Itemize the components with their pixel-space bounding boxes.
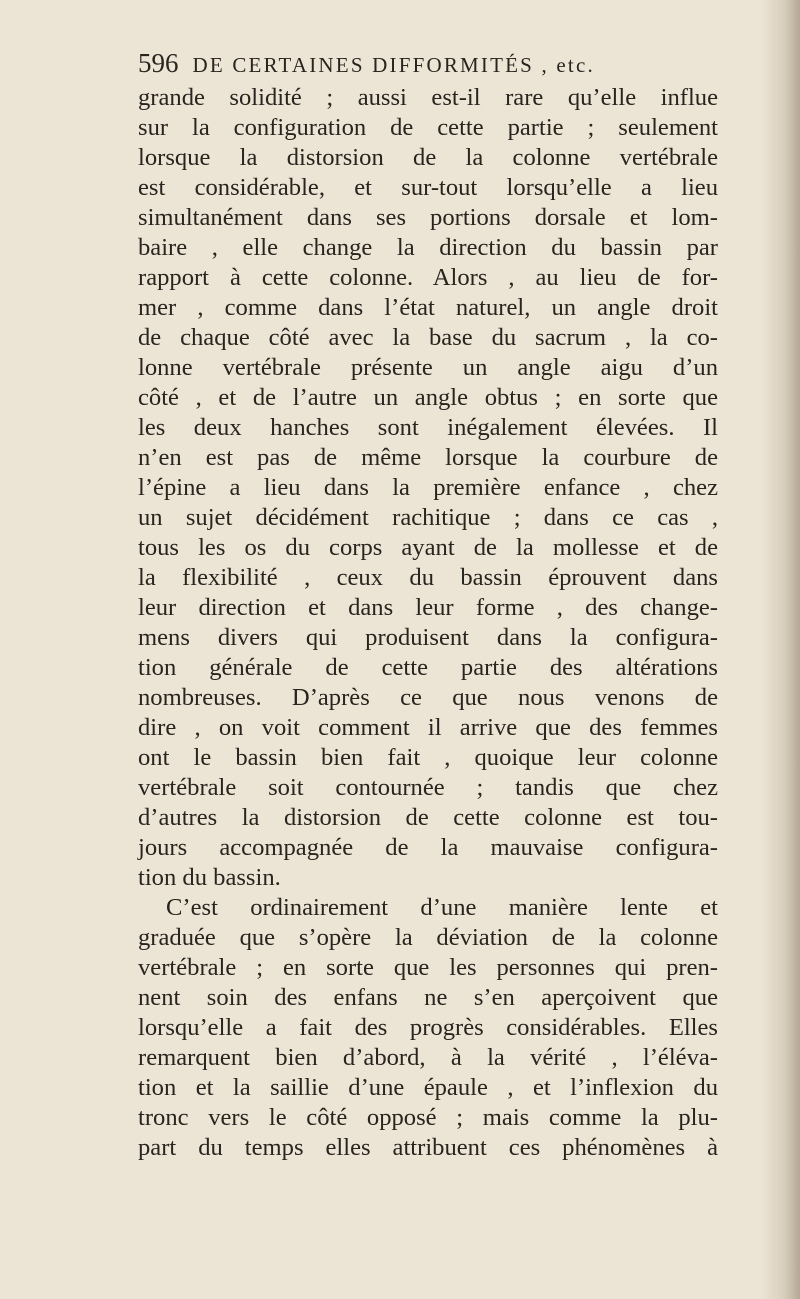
text-line: est considérable, et sur-tout lorsqu’elle a lieu [138, 174, 718, 201]
page-header [138, 48, 698, 88]
text-line: la flexibilité , ceux du bassin éprouvent dans [138, 564, 718, 591]
text-line: l’épine a lieu dans la première enfance , chez [138, 474, 718, 501]
text-line: vertébrale soit contournée ; tandis que chez [138, 774, 718, 801]
body-text [138, 83, 718, 1163]
text-line: côté , et de l’autre un angle obtus ; en sorte que [138, 384, 718, 411]
text-line: grande solidité ; aussi est-il rare qu’elle influe [138, 84, 718, 111]
text-line: tronc vers le côté opposé ; mais comme la plu- [138, 1104, 718, 1131]
text-line: dire , on voit comment il arrive que des femmes [138, 714, 718, 741]
text-line: les deux hanches sont inégalement élevées. Il [138, 414, 718, 441]
text-line: n’en est pas de même lorsque la courbure de [138, 444, 718, 471]
text-line: jours accompagnée de la mauvaise configura- [138, 834, 718, 861]
text-line: sur la configuration de cette partie ; seulement [138, 114, 718, 141]
text-line: remarquent bien d’abord, à la vérité , l’éléva- [138, 1044, 718, 1071]
text-line: lonne vertébrale présente un angle aigu d’un [138, 354, 718, 381]
text-line: lorsque la distorsion de la colonne vertébrale [138, 144, 718, 171]
text-line: de chaque côté avec la base du sacrum , la co- [138, 324, 718, 351]
running-title: DE CERTAINES DIFFORMITÉS , etc. [192, 53, 595, 77]
paragraph-end-line: tion du bassin. [138, 864, 281, 891]
text-line: baire , elle change la direction du bassin par [138, 234, 718, 261]
page-edge-shadow [782, 0, 800, 1299]
text-line: tion générale de cette partie des altérations [138, 654, 718, 681]
text-line: tion et la saillie d’une épaule , et l’inflexion du [138, 1074, 718, 1101]
text-line: simultanément dans ses portions dorsale et lom- [138, 204, 718, 231]
text-line: lorsqu’elle a fait des progrès considérables. Elles [138, 1014, 718, 1041]
text-line: tous les os du corps ayant de la mollesse et de [138, 534, 718, 561]
text-line: un sujet décidément rachitique ; dans ce cas , [138, 504, 718, 531]
text-line: mer , comme dans l’état naturel, un angle droit [138, 294, 718, 321]
text-line: nombreuses. D’après ce que nous venons de [138, 684, 718, 711]
text-line: d’autres la distorsion de cette colonne est tou- [138, 804, 718, 831]
text-line: part du temps elles attribuent ces phénomènes à [138, 1134, 718, 1161]
text-line: vertébrale ; en sorte que les personnes qui pren- [138, 954, 718, 981]
page-number: 596 [138, 48, 179, 78]
text-line: rapport à cette colonne. Alors , au lieu de for- [138, 264, 718, 291]
text-line: mens divers qui produisent dans la configura- [138, 624, 718, 651]
text-line: graduée que s’opère la déviation de la colonne [138, 924, 718, 951]
text-line: nent soin des enfans ne s’en aperçoivent que [138, 984, 718, 1011]
text-line: leur direction et dans leur forme , des change- [138, 594, 718, 621]
paragraph-start-line: C’est ordinairement d’une manière lente et [166, 894, 718, 921]
text-line: ont le bassin bien fait , quoique leur colonne [138, 744, 718, 771]
